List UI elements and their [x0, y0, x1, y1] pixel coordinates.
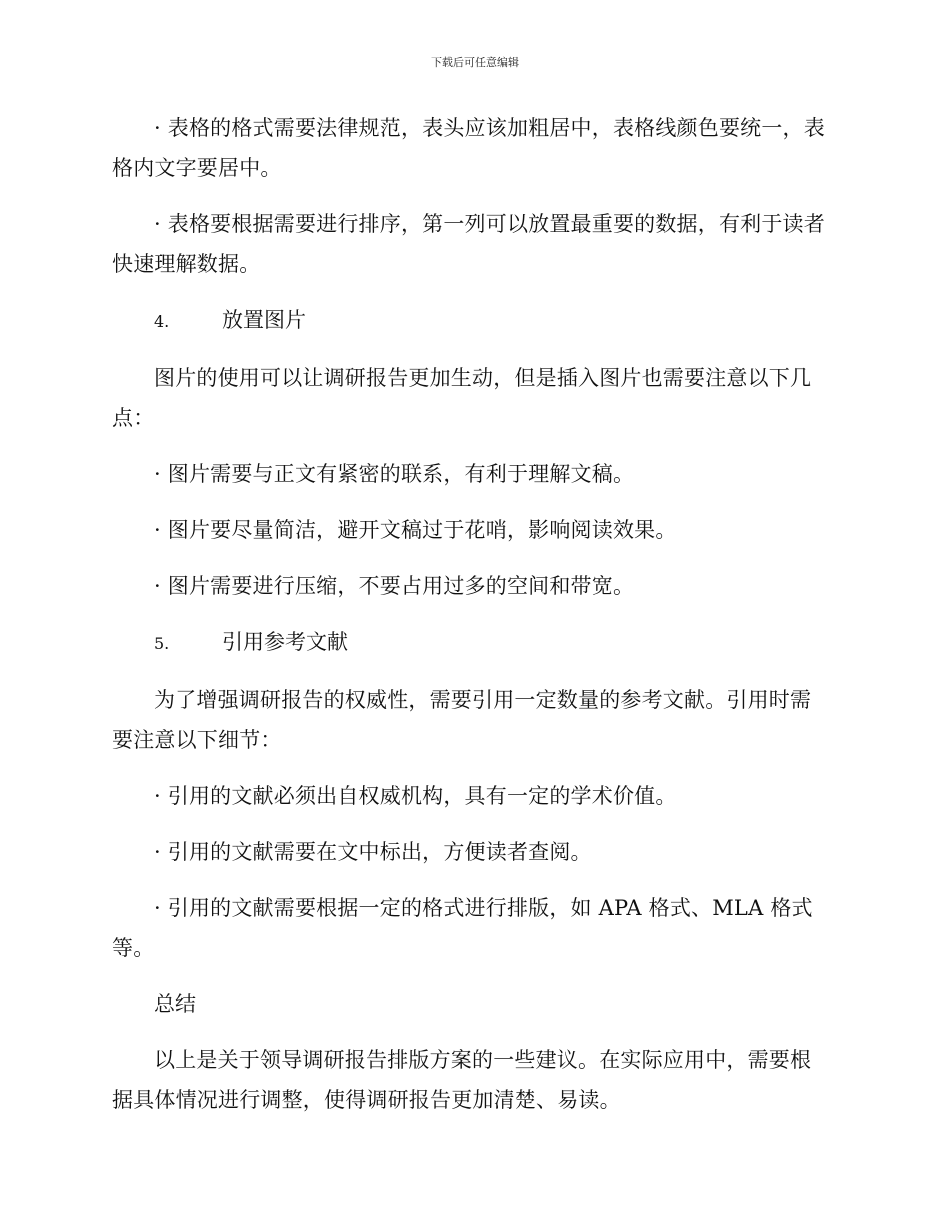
- bullet-paragraph-ref-marked: · 引用的文献需要在文中标出，方便读者查阅。: [154, 840, 592, 864]
- bullet-paragraph-ref-authority: · 引用的文献必须出自权威机构，具有一定的学术价值。: [154, 784, 677, 808]
- section-heading-references: [112, 622, 830, 664]
- paragraph-references-intro: 为了增强调研报告的权威性，需要引用一定数量的参考文献。引用时需要注意以下细节：: [112, 688, 812, 752]
- bullet-paragraph-ref-format: · 引用的文献需要根据一定的格式进行排版，如 APA 格式、MLA 格式等。: [112, 896, 813, 960]
- paragraph-summary: 以上是关于领导调研报告排版方案的一些建议。在实际应用中，需要根据具体情况进行调整，使得调研报告更加清楚、易读。: [112, 1048, 812, 1112]
- bullet-paragraph-image-compress: · 图片需要进行压缩，不要占用过多的空间和带宽。: [154, 574, 635, 598]
- bullet-paragraph-image-relation: · 图片需要与正文有紧密的联系，有利于理解文稿。: [154, 462, 635, 486]
- document-body: [112, 108, 830, 1136]
- section-title: 放置图片: [222, 308, 306, 332]
- section-title: 引用参考文献: [222, 630, 348, 654]
- section-number: 4.: [154, 312, 170, 331]
- section-number: 5.: [154, 634, 170, 653]
- bullet-paragraph-table-sort: · 表格要根据需要进行排序，第一列可以放置最重要的数据，有利于读者快速理解数据。: [112, 212, 825, 276]
- header-note: 下载后可任意编辑: [431, 56, 519, 69]
- section-heading-images: [112, 300, 830, 342]
- paragraph-images-intro: 图片的使用可以让调研报告更加生动，但是插入图片也需要注意以下几点：: [112, 366, 812, 430]
- bullet-paragraph-image-simple: · 图片要尽量简洁，避开文稿过于花哨，影响阅读效果。: [154, 518, 677, 542]
- summary-heading: 总结: [154, 992, 196, 1016]
- bullet-paragraph-table-format: · 表格的格式需要法律规范，表头应该加粗居中，表格线颜色要统一，表格内文字要居中。: [112, 116, 825, 180]
